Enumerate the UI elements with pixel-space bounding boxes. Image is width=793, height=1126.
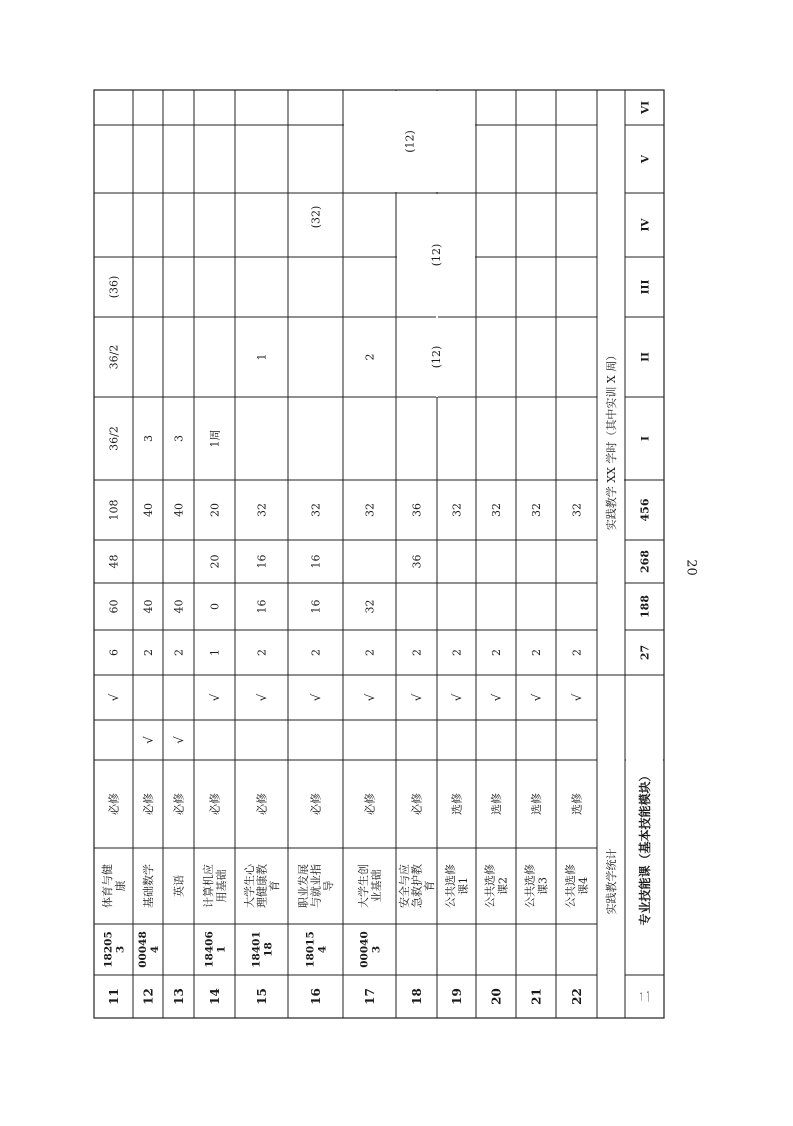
course-code: 18406 [203,931,216,968]
credits-cell: 2 [363,649,377,656]
check-mark-group [107,693,121,701]
check-mark-group [309,693,323,701]
course-type: 必修 [363,793,377,815]
credits-cell-group [142,649,155,656]
semester-header-group [639,436,651,441]
semester-hours-cell-group [107,276,120,299]
total-theory: 188 [638,595,652,618]
total-hours-cell: 36 [410,503,424,517]
semester-header: III [639,279,652,295]
total-hours-cell: 32 [363,503,377,517]
course-type: 必修 [141,793,155,815]
course-type-group [449,793,463,815]
total-hours-cell: 20 [208,503,222,517]
check-mark-group [489,693,503,701]
course-name: 计算机应 [202,864,216,908]
row-number: 14 [207,988,222,1005]
row-number-group [363,988,377,1005]
check-mark-group [450,693,464,701]
credits-cell: 2 [172,649,186,656]
credits-cell-group [255,649,268,656]
semester-hours-cell: 3 [172,435,186,442]
total-practice: 268 [638,550,652,573]
course-name: 课2 [496,877,510,895]
row-number-group [255,988,269,1005]
total-credits: 27 [638,644,652,661]
section-number-group [638,990,652,1002]
total-hours: 456 [638,498,652,522]
course-code: 3 [370,945,383,954]
practice-hours-cell-group [410,555,423,569]
course-name: 用基础 [214,869,228,903]
credits-cell: 2 [529,649,543,656]
theory-hours-cell: 40 [141,599,155,614]
total-hours-cell: 108 [107,499,121,521]
total-practice-group [638,550,651,573]
course-name-group [443,864,470,908]
check-mark: √ [308,693,323,702]
semester-hours-cell-group [172,435,185,442]
section-title-group [637,769,652,925]
course-name-group [201,864,228,908]
exam-mark-group [172,736,186,744]
semester-hours-cell-group [142,435,155,442]
course-code: 18015 [304,931,317,968]
semester-hours-cell: (12) [429,243,443,267]
course-code-group [250,931,274,968]
semester-hours-cell: (32) [309,205,323,229]
course-type-group [363,793,376,815]
semester-hours-cell: (12) [429,345,443,369]
page-number: 20 [683,559,699,576]
row-number: 11 [106,988,121,1005]
course-name-group [100,864,127,908]
semester-hours-cell: (12) [403,130,417,153]
course-name: 公共选修 [483,864,497,908]
course-type-group [255,793,268,815]
semester-hours-cell-group [403,130,416,153]
check-mark: √ [254,693,269,702]
course-name: 公共选修 [444,864,458,908]
row-number-group [141,988,155,1005]
exam-mark: √ [141,736,156,744]
course-name-group [356,864,383,908]
course-type-group [529,793,543,815]
course-code-group [358,931,382,968]
practice-hours-cell: 20 [208,554,222,569]
credits-cell-group [309,649,322,656]
total-hours-cell-group [570,503,583,517]
course-name: 业基础 [369,869,383,903]
total-hours-cell-group [142,503,155,517]
course-type-group [142,793,155,815]
credits-cell: 2 [141,649,155,656]
course-code: 3 [114,945,127,954]
semester-hours-cell-group [107,426,120,451]
check-mark-group [529,693,543,701]
course-code: 18205 [102,931,115,968]
course-name: 安全与应 [397,864,411,908]
course-name-group [397,864,436,908]
total-hours-cell-group [410,503,423,517]
credits-cell: 2 [570,649,584,656]
total-hours-cell: 32 [255,503,269,517]
semester-header-group [639,218,651,232]
semester-hours-cell-group [363,354,376,361]
exam-mark: √ [171,736,186,744]
practice-hours-cell: 16 [309,554,323,569]
row-number-group [410,988,424,1005]
semester-header: VI [639,100,652,115]
semester-header: I [639,436,652,441]
course-type: 选修 [489,793,503,815]
check-mark: √ [106,693,121,702]
course-name-group [296,864,335,908]
course-name: 大学生创 [357,864,371,908]
course-code: 00048 [136,931,149,968]
row-number-group [107,988,121,1005]
course-type-group [208,793,221,815]
theory-hours-cell-group [107,600,120,614]
total-hours-cell-group [255,503,268,517]
credits-cell-group [208,649,221,656]
semester-hours-cell: 3 [141,435,155,442]
exam-mark-group [141,736,155,744]
total-hours-cell-group [363,503,376,517]
credits-cell: 2 [410,649,424,656]
course-type-group [172,793,185,815]
row-number: 12 [141,988,156,1005]
total-hours-cell: 32 [450,503,464,517]
course-name-group [563,864,590,908]
course-type-group [569,793,583,815]
course-name-group [141,864,155,908]
total-hours-group [638,498,651,521]
credits-cell: 2 [255,649,269,656]
credits-cell-group [107,649,120,656]
course-name: 课4 [576,877,590,895]
check-mark-group [255,693,269,701]
semester-hours-cell-group [208,430,221,448]
theory-hours-cell: 32 [363,599,377,614]
section-title: 专业技能课（基本技能模块） [637,769,652,926]
course-name: 育 [268,880,282,892]
practice-stat-note-group [604,350,618,530]
check-mark: √ [489,693,504,702]
row-number-group [208,988,222,1005]
course-name: 导 [322,880,336,892]
total-hours-cell: 32 [570,503,584,517]
course-type-group [309,793,322,815]
semester-hours-cell-group [255,354,268,361]
check-mark-group [410,693,424,701]
course-code-group [203,931,227,968]
practice-hours-cell: 48 [107,554,121,569]
semester-header-group [639,154,651,164]
credits-cell: 6 [107,649,121,656]
theory-hours-cell-group [363,600,376,614]
row-number: 15 [254,988,269,1005]
course-name: 基础数学 [141,864,155,908]
total-hours-cell-group [107,500,120,521]
practice-hours-cell-group [255,555,268,569]
credits-cell: 2 [489,649,503,656]
total-credits-group [638,645,651,660]
course-code: 18401 [250,931,263,968]
practice-hours-cell-group [208,555,221,569]
course-name: 急救护教 [410,864,424,908]
course-name: 大学生心 [242,864,256,908]
semester-header: II [639,352,652,362]
semester-hours-cell-group [107,345,120,370]
theory-hours-cell: 16 [309,599,323,614]
course-code: 4 [148,945,161,954]
course-code-group [304,931,328,968]
course-type: 选修 [529,793,543,815]
practice-hours-cell-group [107,555,120,569]
theory-hours-cell-group [142,600,155,614]
row-number-group [529,988,543,1005]
course-type: 选修 [450,793,464,815]
total-hours-cell: 32 [529,503,543,517]
total-hours-cell: 40 [172,503,186,517]
row-number-group [450,988,464,1005]
course-code-group [102,931,126,968]
theory-hours-cell: 16 [255,599,269,614]
course-type: 必修 [172,793,186,815]
credits-cell-group [410,649,423,656]
credits-cell-group [172,649,185,656]
course-name: 英语 [172,875,186,897]
credits-cell-group [530,649,543,656]
check-mark: √ [362,693,377,702]
row-number: 22 [569,988,584,1005]
total-hours-cell-group [172,503,185,517]
total-theory-group [638,595,651,618]
section-number: 二 [637,990,652,1003]
practice-stat-note: 实践教学 XX 学时（其中实训 X 周） [604,349,618,531]
row-number: 20 [489,988,504,1005]
total-hours-cell-group [450,503,463,517]
credits-cell-group [490,649,503,656]
course-name-group [483,864,510,908]
practice-stat-label: 实践教学统计 [604,848,618,915]
course-name: 课1 [456,877,470,895]
course-type-group [489,793,503,815]
course-name-group [171,875,185,897]
practice-hours-cell: 36 [410,554,424,569]
total-hours-cell-group [208,503,221,517]
total-hours-cell: 32 [309,503,323,517]
row-number-group [489,988,503,1005]
semester-hours-cell-group [430,244,443,267]
check-mark: √ [409,693,424,702]
course-code: 18 [262,942,275,957]
semester-hours-cell: 36/2 [107,426,121,451]
semester-hours-cell: 2 [363,353,377,361]
row-number: 16 [308,988,323,1005]
row-number: 13 [171,988,186,1005]
check-mark-group [570,693,584,701]
semester-hours-cell: 36/2 [107,344,121,370]
theory-hours-cell: 40 [172,599,186,614]
row-number-group [172,988,186,1005]
row-number: 18 [409,988,424,1005]
row-number-group [570,988,584,1005]
credits-cell-group [363,649,376,656]
row-number: 17 [362,988,377,1005]
credits-cell-group [570,649,583,656]
credits-cell-group [450,649,463,656]
credits-cell: 2 [450,649,464,656]
course-name: 职业发展 [296,864,310,908]
semester-hours-cell: 1 [255,353,269,361]
semester-header: IV [639,218,652,232]
theory-hours-cell: 60 [107,599,121,614]
check-mark: √ [449,693,464,702]
total-hours-cell-group [530,503,543,517]
course-name: 公共选修 [564,864,578,908]
course-type: 必修 [107,793,121,815]
course-type: 必修 [208,793,222,815]
course-type: 必修 [255,793,269,815]
course-name: 体育与健 [101,864,115,908]
course-type: 必修 [410,793,424,815]
course-name-group [523,864,550,908]
course-name: 育 [423,880,437,892]
course-name: 理健康教 [255,864,269,908]
check-mark-group [363,693,377,701]
course-name: 与就业指 [309,864,323,908]
course-type-group [410,793,423,815]
theory-hours-cell: 0 [208,603,222,610]
course-type: 必修 [309,793,323,815]
theory-hours-cell-group [172,600,185,614]
course-code: 4 [316,945,329,954]
course-code: 1 [215,945,228,954]
semester-header: V [639,154,652,164]
course-name: 康 [113,880,127,892]
course-code-group [137,931,161,968]
practice-hours-cell: 16 [255,554,269,569]
check-mark-group [208,693,222,701]
total-hours-cell-group [309,503,322,517]
semester-hours-cell-group [430,346,443,369]
semester-hours-cell: 1周 [208,429,222,448]
course-name: 公共选修 [523,864,537,908]
total-hours-cell-group [490,503,503,517]
course-name-group [242,863,281,908]
row-number-group [309,988,323,1005]
theory-hours-cell-group [255,600,268,614]
check-mark: √ [207,693,222,702]
semester-hours-cell: (36) [107,275,121,299]
semester-hours-cell-group [309,206,322,229]
row-number: 19 [449,988,464,1005]
semester-header-group [639,101,651,115]
total-hours-cell: 40 [141,503,155,517]
semester-header-group [639,280,651,295]
course-name: 课3 [536,877,550,895]
semester-header-group [639,352,651,362]
theory-hours-cell-group [208,603,221,610]
course-type: 选修 [570,793,584,815]
credits-cell: 1 [208,649,222,656]
check-mark: √ [529,693,544,702]
total-hours-cell: 32 [489,503,503,517]
row-number: 21 [529,988,544,1005]
course-type-group [107,793,120,815]
practice-stat-label-group [604,849,618,915]
theory-hours-cell-group [309,600,322,614]
credits-cell: 2 [309,649,323,656]
course-code: 00040 [358,931,371,968]
check-mark: √ [569,693,584,702]
practice-hours-cell-group [309,555,322,569]
